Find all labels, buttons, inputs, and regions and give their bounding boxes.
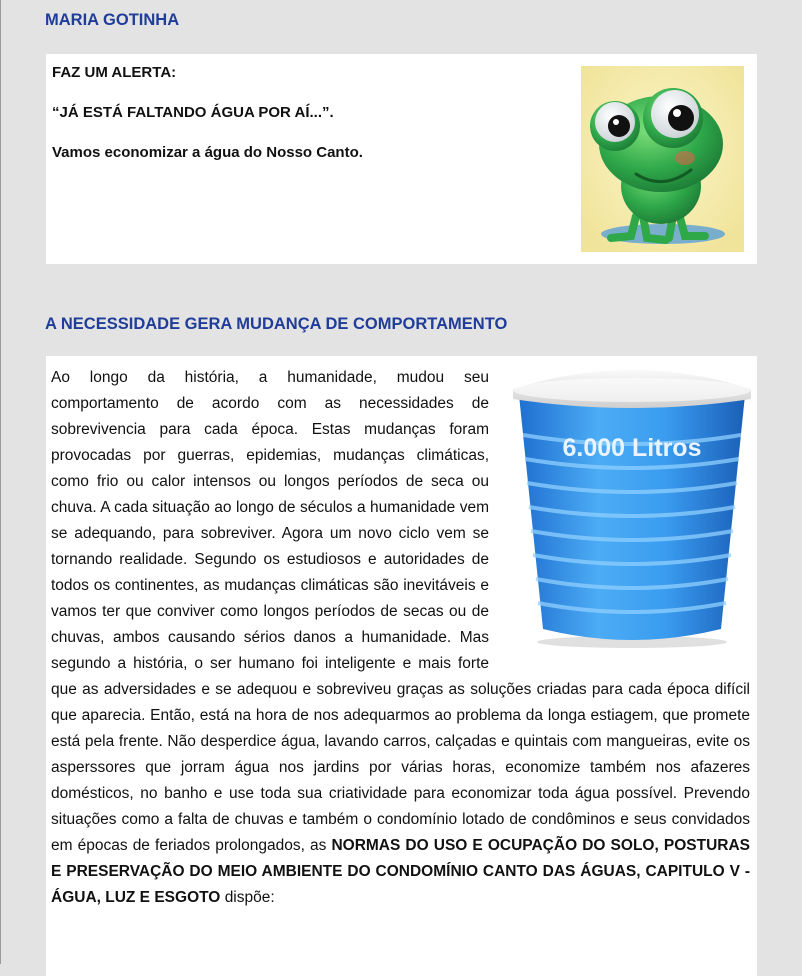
alert-line-2: “JÁ ESTÁ FALTANDO ÁGUA POR AÍ...”. (52, 104, 334, 121)
article-tail-text: dispõe: (224, 889, 275, 906)
article-body (51, 365, 750, 911)
article-panel (46, 356, 757, 976)
alert-panel (46, 54, 757, 264)
page-edge (0, 0, 1, 964)
article-section-title: A NECESSIDADE GERA MUDANÇA DE COMPORTAMENTO (45, 315, 508, 333)
water-tank-icon (507, 359, 755, 649)
frog-mascot-icon (581, 66, 744, 252)
article-bold-text: NORMAS DO USO E OCUPAÇÃO DO SOLO, POSTURAS E PRESERVAÇÃO DO MEIO AMBIENTE DO CONDOMÍNIO CANTO DAS ÁGUAS, CAPITULO V - ÁGUA, LUZ E ESGOTO (51, 837, 750, 906)
article-text: Ao longo da história, a humanidade, mudou seu comportamento de acordo com as necessidades de sobrevivencia para cada época. Estas mudanças foram provocadas por guerras, epidemias, mudanças climáticas, como frio ou calor intensos ou longos períodos de seca ou chuva. A cada situação ao longo de séculos a humanidade vem se adequando, para sobreviver. Agora um novo ciclo vem se tornando realidade. Segundo os estudiosos e autoridades de todos os continentes, as mudanças climáticas são inevitáveis e vamos ter que conviver como longos períodos de secas ou de chuvas, ambos causando sérios danos a humanidade. Mas segundo a história, o ser humano foi inteligente e mais forte que as adversidades e se adequou e sobreviveu graças as soluções criadas para cada época difícil que aparecia. Então, está na hora de nos adequarmos ao problema da longa estiagem, que promete está pela frente. Não desperdice água, lavando carros, calçadas e quintais com mangueiras, evite os asperssores que jorram água nos jardins por várias horas, economize também nos afazeres domésticos, no banho e use toda sua criatividade para economizar toda água possível. Prevendo situações como a falta de chuvas e também o condomínio lotado de condôminos e seus convidados em épocas de feriados prolongados, as (51, 369, 750, 854)
alert-line-3: Vamos economizar a água do Nosso Canto. (52, 144, 363, 161)
alert-section-title: MARIA GOTINHA (45, 11, 180, 29)
tank-label: 6.000 Litros (562, 434, 702, 462)
alert-line-1: FAZ UM ALERTA: (52, 64, 177, 81)
alert-text (52, 64, 363, 161)
